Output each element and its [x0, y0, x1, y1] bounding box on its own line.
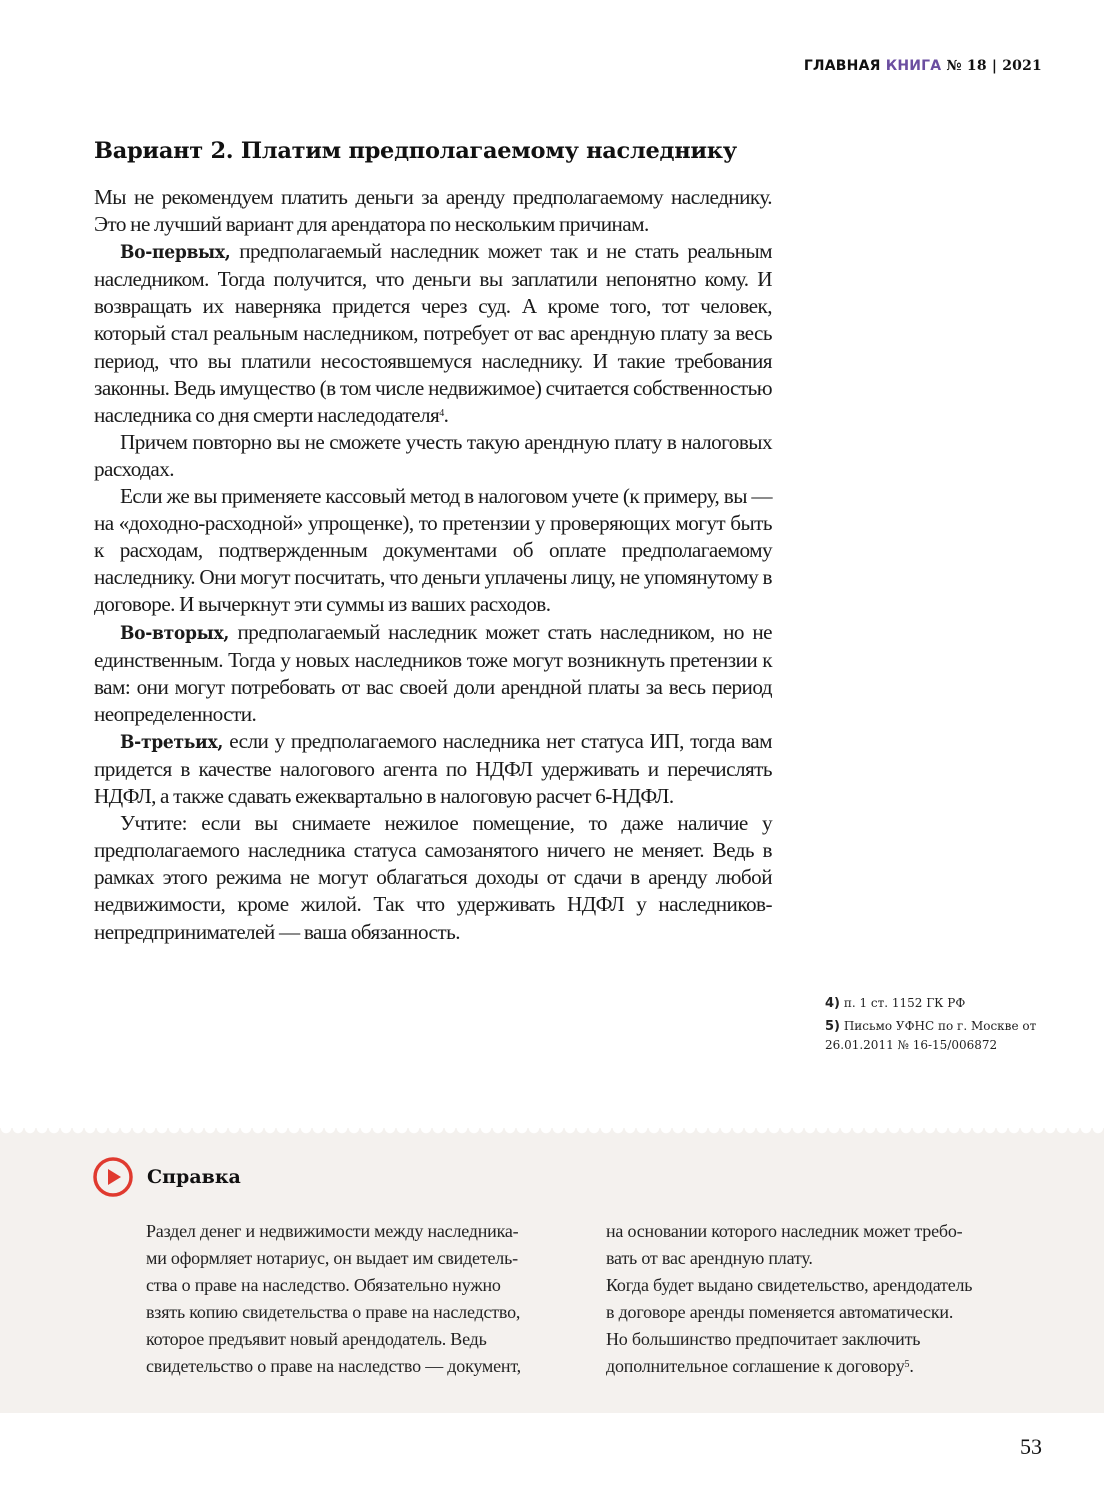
page-number: 53 [1020, 1434, 1042, 1459]
paragraph-second-reason: Во-вторых, предполагаемый наследник может стать наследником, но не единственным. Тогда у новых наследников тоже могут возникнуть претензии к вам: они могут потребовать от вас своей доли арендной платы за весь период неопределенности. [94, 619, 772, 726]
lead-in: Во-вторых, [120, 621, 230, 644]
paragraph-cash-method: Если же вы применяете кассовый метод в налоговом учете (к примеру, вы — на «доходно-расходной» упрощенке), то претензии у проверяющих могут быть к расходам, подтвержденным документами об оплате предполагаемому наследнику. Они могут посчитать, что деньги уплачены лицу, не упомянутому в договоре. И вычеркнут эти суммы из ваших расходов. [94, 484, 772, 617]
lead-in: В-третьих, [120, 730, 223, 753]
article [94, 138, 772, 946]
paragraph-tax: Причем повторно вы не сможете учесть такую арендную плату в налоговых расходах. [94, 429, 772, 481]
lead-in: Во-первых, [120, 241, 231, 264]
reference-box-header [92, 1156, 241, 1198]
footnotes [825, 994, 1055, 1058]
paragraph-first-reason: Во-первых, предполагаемый наследник может так и не стать реальным наследником. Тогда получится, что деньги вы заплатили непонятно кому. И возвращать их наверняка придется через суд. А кроме того, тот человек, который стал реальным наследником, потребует от вас арендную плату за весь период, что вы платили несостоявшемуся наследнику. И такие требования законны. Ведь имущество (в том числе недвижимое) считается собственностью наследника со дня смерти наследодателя$^4$. [94, 239, 772, 427]
running-header [804, 58, 1042, 74]
footnote-5: 5) Письмо УФНС по г. Москве от 26.01.2011 № 16-15/006872 [825, 1019, 1037, 1052]
paragraph-third-reason: В-третьих, если у предполагаемого наследника нет статуса ИП, тогда вам придется в качестве налогового агента по НДФЛ удерживать и перечислять НДФЛ, а также сдавать ежеквартально в налоговую расчет 6-НДФЛ. [94, 728, 772, 809]
reference-box-column-right: на основании которого наследник может требо- вать от вас арендную плату. Когда будет выдано свидетельство, арендодатель в договоре аренды поменяется автоматически. Но большинство предпочитает заключить дополнительное соглашение к договору$^5$. [606, 1221, 973, 1376]
reference-box-title: Справка [147, 1166, 241, 1188]
paragraph-note: Учтите: если вы снимаете нежилое помещение, то даже наличие у предполагаемого наследника статуса самозанятого ничего не меняет. Ведь в рамках этого режима не могут облагаться доходы от сдачи в аренду любой недвижимости, кроме жилой. Так что удерживать НДФЛ у наследников-непредпринимателей — ваша обязанность. [94, 811, 772, 944]
issue-number: № 18 | 2021 [946, 58, 1042, 74]
footnote-4: 4) п. 1 ст. 1152 ГК РФ [825, 996, 966, 1011]
footnote-ref[interactable]: 5 [904, 1359, 910, 1370]
section-heading: Вариант 2. Платим предполагаемому наследнику [94, 138, 737, 164]
brand-name: ГЛАВНАЯ [803, 58, 881, 74]
footnote-ref[interactable]: 4 [439, 407, 444, 419]
reference-box-column-left: Раздел денег и недвижимости между наследника- ми оформляет нотариус, он выдает им свидетель- ства о праве на наследство. Обязательно нужно взять копию свидетельства о праве на наследство, которое предъявит новый арендодатель. Ведь свидетельство о праве на наследство — документ, [146, 1221, 521, 1376]
paragraph-intro: Мы не рекомендуем платить деньги за аренду предполагаемому наследнику. Это не лучший вариант для арендатора по нескольким причинам. [94, 185, 772, 237]
play-circle-icon [92, 1156, 134, 1198]
brand-name-accent: КНИГА [885, 58, 942, 74]
